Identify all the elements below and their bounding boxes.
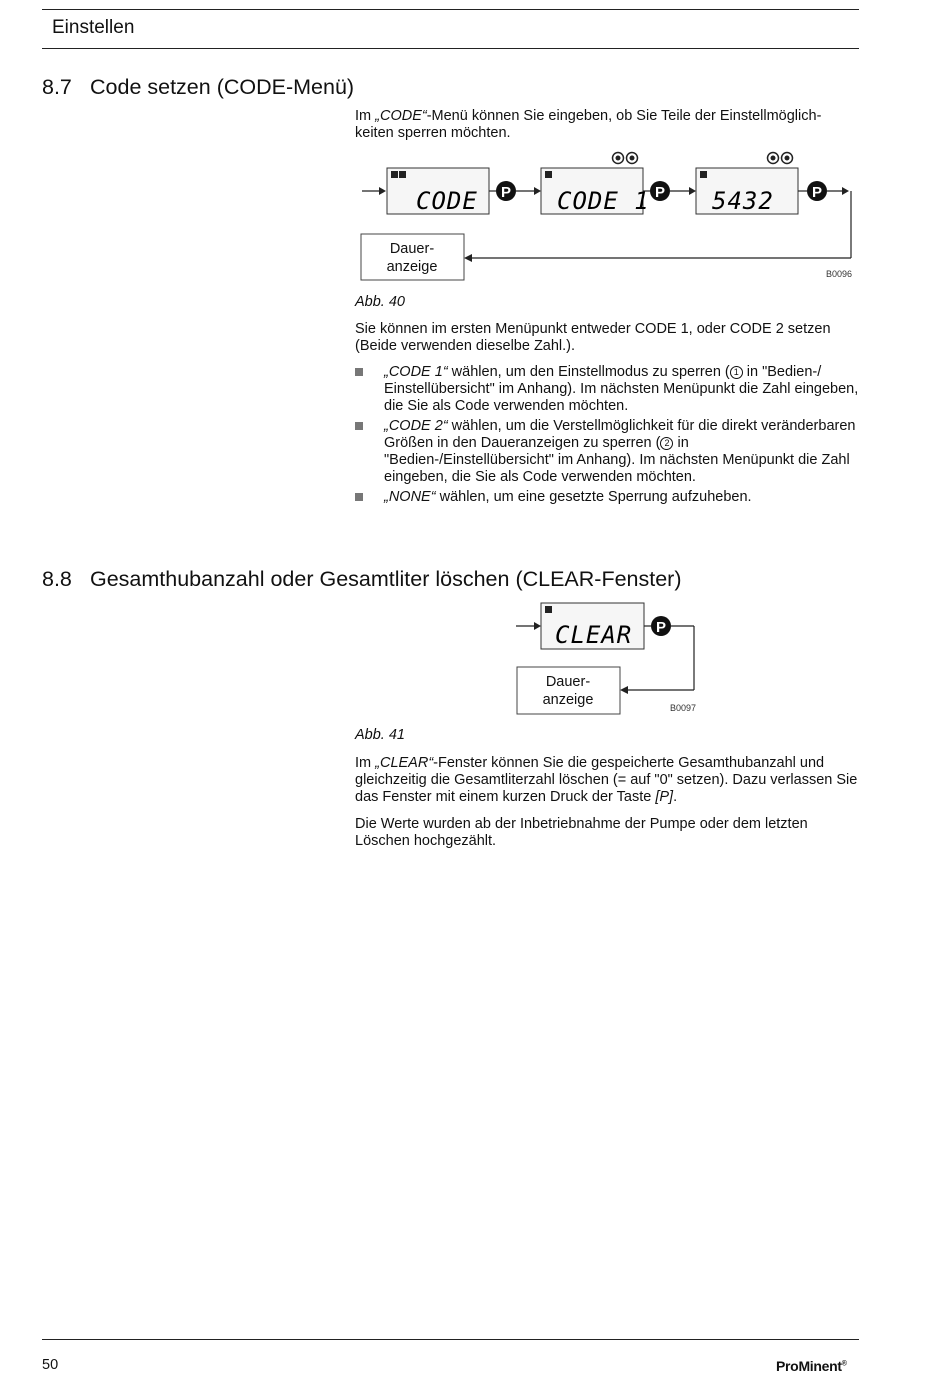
code-term: „CODE“	[375, 108, 427, 124]
arrow-keys-icon	[613, 153, 638, 164]
lcd-text: 5432	[712, 187, 774, 215]
lcd-text: CLEAR	[555, 621, 633, 649]
square-bullet-icon	[355, 493, 363, 501]
section-number: 8.8	[42, 567, 72, 591]
p-button-icon	[807, 181, 827, 201]
footer-rule	[42, 1339, 859, 1340]
circled-number-icon: 1	[730, 366, 743, 379]
svg-text:anzeige: anzeige	[386, 259, 438, 275]
lcd-display-code1	[541, 168, 650, 215]
svg-text:Dauer-: Dauer-	[389, 241, 435, 257]
figure-caption: Abb. 41	[355, 727, 405, 743]
svg-text:P: P	[811, 184, 823, 201]
square-bullet-icon	[355, 368, 363, 376]
brand-logo: ProMinent®	[776, 1358, 847, 1374]
permanent-display-box	[517, 667, 620, 714]
running-header: Einstellen	[52, 17, 135, 38]
figure-caption: Abb. 40	[355, 294, 405, 310]
permanent-display-box	[361, 234, 464, 280]
p-button-icon	[496, 181, 516, 201]
code-menu-diagram	[360, 150, 860, 282]
clear-window-diagram	[514, 600, 704, 718]
svg-text:P: P	[655, 619, 667, 636]
paragraph: Im „CLEAR“-Fenster können Sie die gespeicherte Gesamthubanzahl und gleichzeitig die Gesamtliterzahl löschen (= auf "0" setzen). Dazu verlassen Sie das Fenster mit einem kurzen Druck der Taste [P].	[355, 755, 858, 805]
header-top-rule	[42, 9, 859, 10]
bullet-list	[355, 364, 860, 509]
lcd-display-clear	[541, 603, 644, 649]
lcd-display-number	[696, 168, 798, 215]
paragraph: Sie können im ersten Menüpunkt entweder CODE 1, oder CODE 2 setzen (Beide verwenden dieselbe Zahl.).	[355, 321, 831, 354]
svg-text:anzeige: anzeige	[542, 692, 594, 708]
circled-number-icon: 2	[660, 437, 673, 450]
section-title: Code setzen (CODE-Menü)	[90, 75, 355, 99]
list-item: „CODE 2“ wählen, um die Verstellmöglichkeit für die direkt veränderbaren Größen in den Daueranzeigen zu sperren ( 2 in "Bedien-/Einstellübersicht" im Anhang). Im nächsten Menüpunkt die Zahl eingeben, die Sie als Code verwenden möchten.	[355, 418, 860, 486]
section-title: Gesamthubanzahl oder Gesamtliter löschen (CLEAR-Fenster)	[90, 567, 682, 591]
p-button-icon	[651, 616, 671, 636]
p-button-icon	[650, 181, 670, 201]
svg-text:Dauer-: Dauer-	[545, 674, 591, 690]
list-item: „CODE 1“ wählen, um den Einstellmodus zu sperren ( 1 in "Bedien-/ Einstellübersicht" im Anhang). Im nächsten Menüpunkt die Zahl eingeben, die Sie als Code verwenden möchten.	[355, 364, 860, 415]
svg-text:P: P	[500, 184, 512, 201]
lcd-display-code	[387, 168, 489, 215]
figure-id: B0097	[670, 703, 697, 713]
svg-text:P: P	[654, 184, 666, 201]
arrow-keys-icon	[768, 153, 793, 164]
section-number: 8.7	[42, 75, 72, 99]
page-number: 50	[42, 1357, 59, 1373]
lcd-text: CODE 1	[557, 187, 650, 215]
paragraph: Die Werte wurden ab der Inbetriebnahme der Pumpe oder dem letzten Löschen hochgezählt.	[355, 816, 808, 849]
list-item: „NONE“ wählen, um eine gesetzte Sperrung aufzuheben.	[355, 489, 860, 506]
section-heading-8-7	[42, 75, 354, 100]
figure-id: B0096	[826, 269, 853, 279]
intro-paragraph: Im „CODE“-Menü können Sie eingeben, ob Sie Teile der Einstellmöglich- keiten sperren möchten.	[355, 108, 822, 141]
lcd-text: CODE	[416, 187, 478, 215]
square-bullet-icon	[355, 422, 363, 430]
header-bottom-rule	[42, 48, 859, 49]
section-heading-8-8	[42, 567, 682, 592]
